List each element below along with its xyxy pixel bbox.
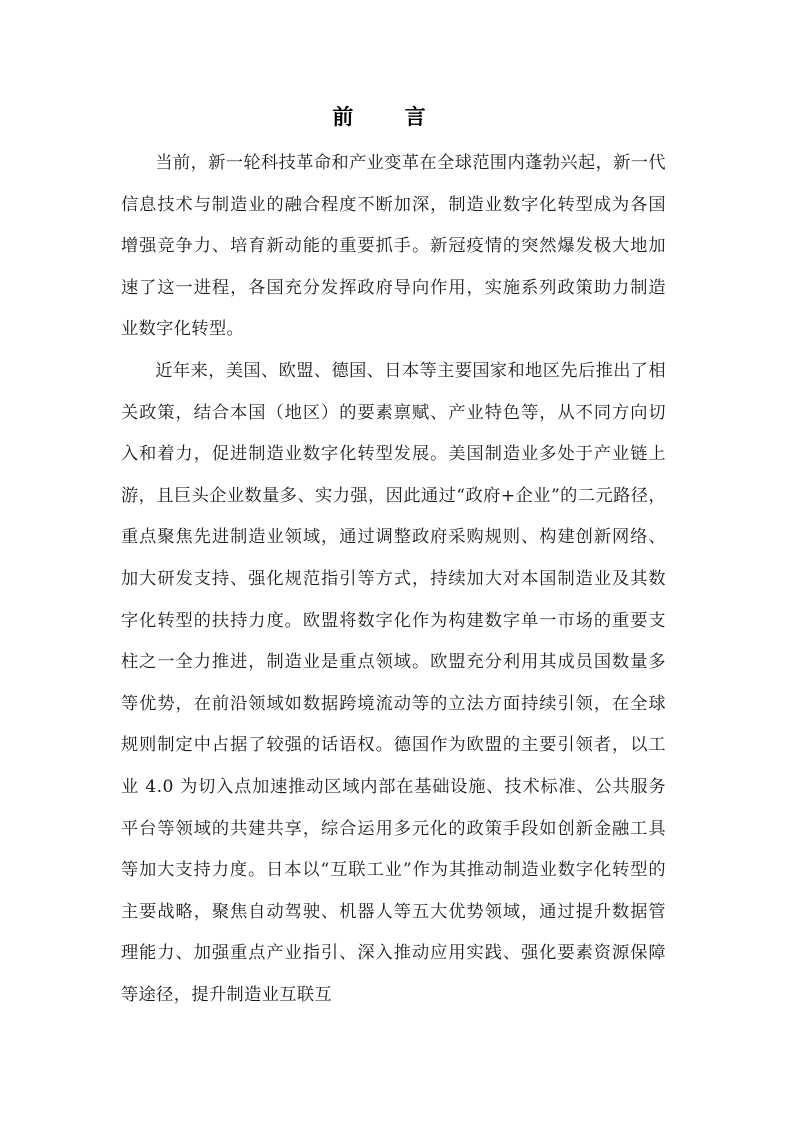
paragraph-2: 近年来，美国、欧盟、德国、日本等主要国家和地区先后推出了相关政策，结合本国（地区）的要素禀赋、产业特色等，从不同方向切入和着力，促进制造业数字化转型发展。美国制造业多处于产业链上游，且巨头企业数量多、实力强，因此通过“政府+企业”的二元路径，重点聚焦先进制造业领域，通过调整政府采购规则、构建创新网络、加大研发支持、强化规范指引等方式，持续加大对本国制造业及其数字化转型的扶持力度。欧盟将数字化作为构建数字单一市场的重要支柱之一全力推进，制造业是重点领域。欧盟充分利用其成员国数量多等优势，在前沿领域如数据跨境流动等的立法方面持续引领，在全球规则制定中占据了较强的话语权。德国作为欧盟的主要引领者，以工业 4.0 为切入点加速推动区域内部在基础设施、技术标准、公共服务平台等领域的共建共享，综合运用多元化的政策手段如创新金融工具等加大支持力度。日本以“互联工业”作为其推动制造业数字化转型的主要战略，聚焦自动驾驶、机器人等五大优势领域，通过提升数据管理能力、加强重点产业指引、深入推动应用实践、强化要素资源保障等途径，提升制造业互联互 — [121, 360, 666, 1005]
body-text — [121, 143, 666, 1016]
paragraph-1: 当前，新一轮科技革命和产业变革在全球范围内蓬勃兴起，新一代信息技术与制造业的融合程度不断加深，制造业数字化转型成为各国增强竞争力、培育新动能的重要抓手。新冠疫情的突然爆发极大地加速了这一进程，各国充分发挥政府导向作用，实施系列政策助力制造业数字化转型。 — [121, 153, 666, 340]
page-title: 前 言 — [332, 104, 448, 129]
